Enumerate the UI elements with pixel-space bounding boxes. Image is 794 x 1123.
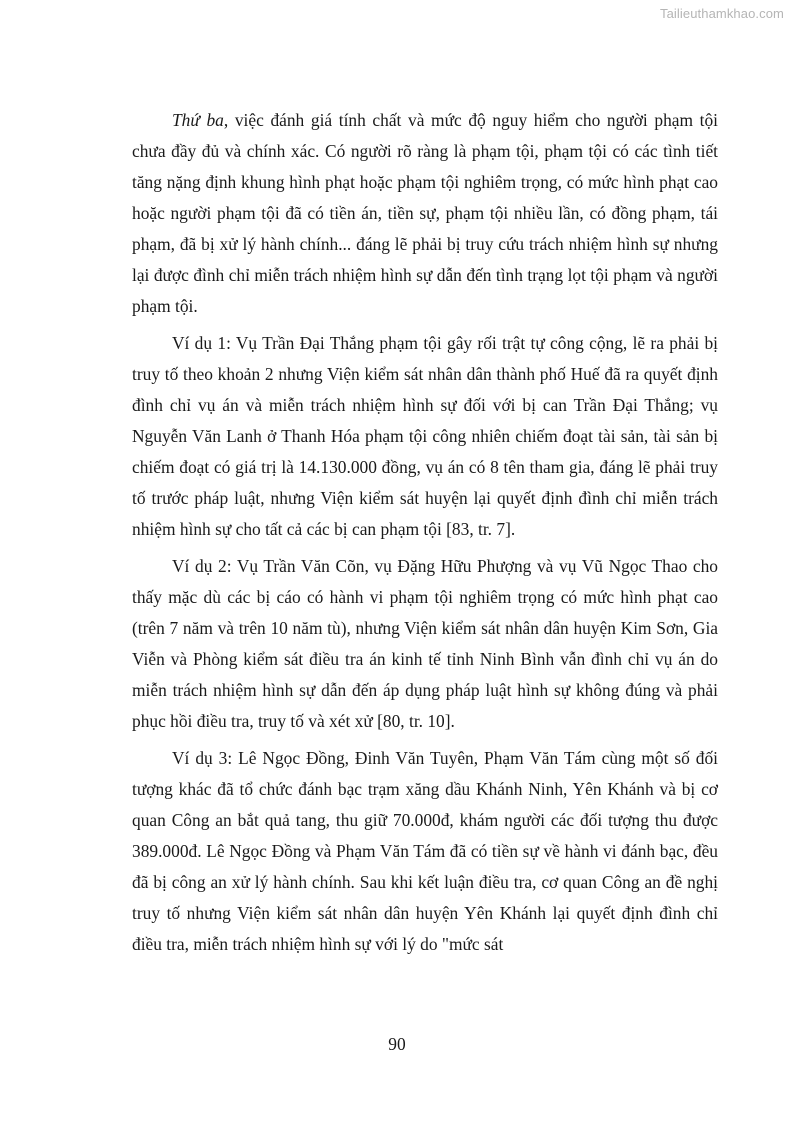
paragraph-example-1: Ví dụ 1: Vụ Trần Đại Thắng phạm tội gây rối trật tự công cộng, lẽ ra phải bị truy tố theo khoản 2 nhưng Viện kiểm sát nhân dân thành phố Huế đã ra quyết định đình chỉ vụ án và miễn trách nhiệm hình sự đối với bị can Trần Đại Thắng; vụ Nguyễn Văn Lanh ở Thanh Hóa phạm tội công nhiên chiếm đoạt tài sản, tài sản bị chiếm đoạt có giá trị là 14.130.000 đồng, vụ án có 8 tên tham gia, đáng lẽ phải truy tố trước pháp luật, nhưng Viện kiểm sát huyện lại quyết định đình chỉ miễn trách nhiệm hình sự cho tất cả các bị can phạm tội [83, tr. 7]. (132, 333, 718, 539)
document-body (132, 105, 718, 966)
paragraph-example-2: Ví dụ 2: Vụ Trần Văn Cõn, vụ Đặng Hữu Phượng và vụ Vũ Ngọc Thao cho thấy mặc dù các bị cáo có hành vi phạm tội nghiêm trọng có mức hình phạt cao (trên 7 năm và trên 10 năm tù), nhưng Viện kiểm sát nhân dân huyện Kim Sơn, Gia Viễn và Phòng kiểm sát điều tra án kinh tế tỉnh Ninh Bình vẫn đình chỉ vụ án do miễn trách nhiệm hình sự dẫn đến áp dụng pháp luật hình sự không đúng và phải phục hồi điều tra, truy tố và xét xử [80, tr. 10]. (132, 556, 718, 731)
page-number: 90 (388, 1034, 406, 1054)
italic-lead: Thứ ba (172, 110, 224, 130)
paragraph-thu-ba (132, 105, 718, 322)
paragraph-example-3: Ví dụ 3: Lê Ngọc Đồng, Đinh Văn Tuyên, Phạm Văn Tám cùng một số đối tượng khác đã tổ chức đánh bạc trạm xăng dầu Khánh Ninh, Yên Khánh và bị cơ quan Công an bắt quả tang, thu giữ 70.000đ, khám người các đối tượng thu được 389.000đ. Lê Ngọc Đồng và Phạm Văn Tám đã có tiền sự về hành vi đánh bạc, đều đã bị công an xử lý hành chính. Sau khi kết luận điều tra, cơ quan Công an đề nghị truy tố nhưng Viện kiểm sát nhân dân huyện Yên Khánh lại quyết định đình chỉ điều tra, miễn trách nhiệm hình sự với lý do "mức sát (132, 748, 718, 954)
watermark-text: Tailieuthamkhao.com (659, 6, 784, 21)
paragraph-text: , việc đánh giá tính chất và mức độ nguy hiểm cho người phạm tội chưa đầy đủ và chính xác. Có người rõ ràng là phạm tội, phạm tội có các tình tiết tăng nặng định khung hình phạt hoặc phạm tội nghiêm trọng, có mức hình phạt cao hoặc người phạm tội đã có tiền án, tiền sự, phạm tội nhiều lần, có đồng phạm, tái phạm, đã bị xử lý hành chính... đáng lẽ phải bị truy cứu trách nhiệm hình sự nhưng lại được đình chỉ miễn trách nhiệm hình sự dẫn đến tình trạng lọt tội phạm và người phạm tội. (132, 110, 718, 316)
